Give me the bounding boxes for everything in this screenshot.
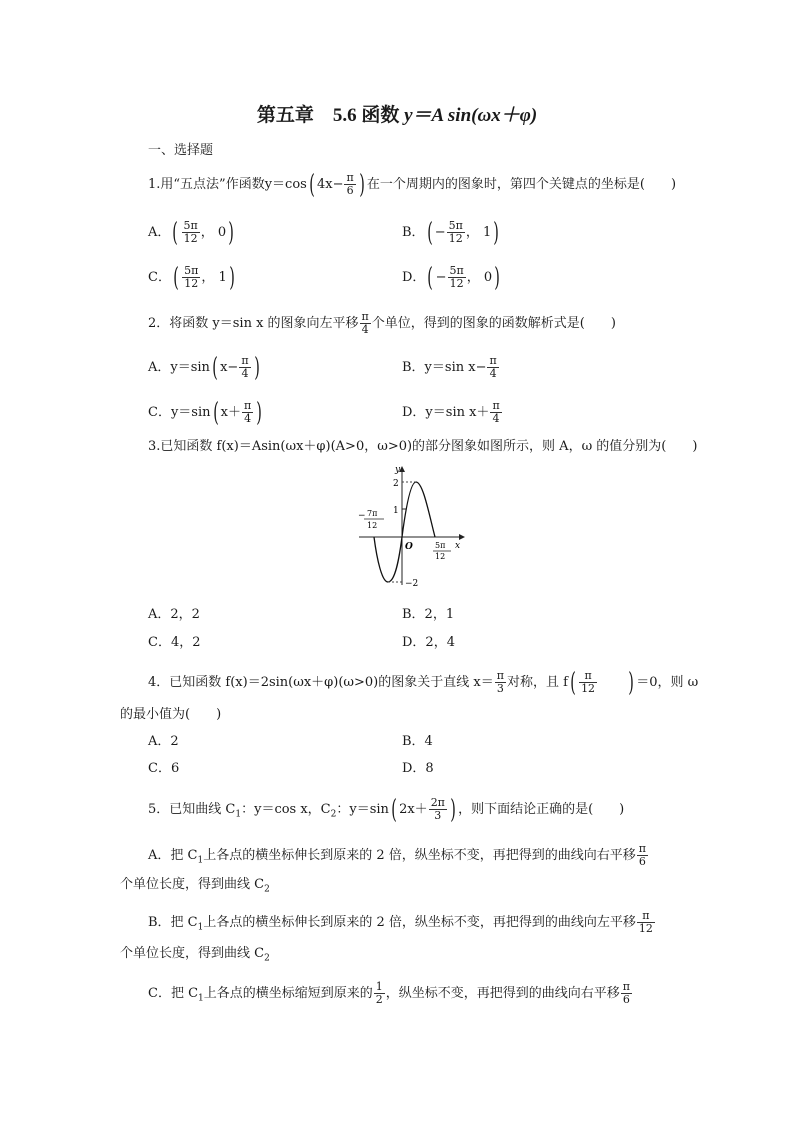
right-num: 5π xyxy=(435,541,446,550)
chapter-label: 第五章 xyxy=(256,105,314,126)
q1-option-b: B．( − $\frac{5\pi}{12}$ ， 1) xyxy=(402,217,500,248)
q2-option-c: C．y＝sin( x＋ $\frac{\pi}{4}$ ) xyxy=(148,397,263,428)
q5-option-a-line2: 个单位长度，得到曲线 $C_2$ xyxy=(120,877,270,895)
q4-option-b: B．4 xyxy=(402,734,433,749)
q4-option-c: C．6 xyxy=(148,761,180,776)
paren: ) xyxy=(359,169,365,200)
title-formula: y＝A sin(ωx＋φ) xyxy=(404,105,538,126)
sine-curve xyxy=(374,482,435,582)
section-header: 一、选择题 xyxy=(148,143,214,158)
q5-option-b: B．把 $C_1$上各点的横坐标伸长到原来的 2 倍，纵坐标不变，再把得到的曲线向左平移 $\frac{\pi}{12}$ xyxy=(148,909,653,935)
section-label: 5.6 函数 xyxy=(332,105,405,126)
q1-frac: $\frac{\pi}{6}$ xyxy=(346,171,354,197)
question-3: 3.已知函数 f(x)＝Asin(ωx＋φ)(A>0，ω>0)的部分图象如图所示，则 A，ω 的值分别为( ) xyxy=(148,439,698,454)
q3-option-d: D．2，4 xyxy=(402,635,455,650)
y-min-label: −2 xyxy=(405,579,419,589)
left-num: 7π xyxy=(367,509,378,518)
q5-option-a: A．把 $C_1$上各点的横坐标伸长到原来的 2 倍，纵坐标不变，再把得到的曲线向右平移 $\frac{\pi}{6}$ xyxy=(148,842,646,868)
q1-option-c: C．( $\frac{5\pi}{12}$ ， 1) xyxy=(148,262,235,293)
q2-option-b: B．y＝sin x− $\frac{\pi}{4}$ xyxy=(402,354,497,380)
q4-option-a: A．2 xyxy=(148,734,179,749)
left-den: 12 xyxy=(367,521,378,530)
page-title xyxy=(0,100,794,127)
question-4: 4．已知函数 f(x)＝2sin(ωx＋φ)(ω>0)的图象关于直线 x＝ $\frac{\pi}{3}$ 对称，且 f( $\frac{\pi}{12}$ ) ＝0，则 ω xyxy=(148,667,699,698)
q5-option-b-line2: 个单位长度，得到曲线 $C_2$ xyxy=(120,946,270,964)
q2-option-d: D．y＝sin x＋ $\frac{\pi}{4}$ xyxy=(402,399,500,425)
paren: ( xyxy=(309,169,315,200)
left-minus: − xyxy=(358,511,366,521)
q5-option-c: C．把 $C_1$上各点的横坐标缩短到原来的 $\frac{1}{2}$ ，纵坐标不变，再把得到的曲线向右平移 $\frac{\pi}{6}$ xyxy=(148,980,631,1006)
x-axis-label: x xyxy=(455,541,461,551)
sine-graph xyxy=(355,460,470,590)
q1-option-d: D．( − $\frac{5\pi}{12}$ ， 0) xyxy=(402,262,501,293)
q2-option-a: A．y＝sin( x− $\frac{\pi}{4}$ ) xyxy=(148,352,260,383)
q4-option-d: D．8 xyxy=(402,761,434,776)
q3-option-c: C．4，2 xyxy=(148,635,201,650)
question-5: 5．已知曲线 $C_1$：y＝cos x，$C_2$：y＝sin( 2x＋ $\frac{2\pi}{3}$ ) ，则下面结论正确的是( ) xyxy=(148,794,625,825)
y-max-label: 2 xyxy=(393,479,399,489)
origin-label: O xyxy=(405,542,413,552)
question-2: 2．将函数 y＝sin x 的图象向左平移 $\frac{\pi}{4}$ 个单位，得到的图象的函数解析式是( ) xyxy=(148,310,616,336)
q1-option-a: A．( $\frac{5\pi}{12}$ ， 0) xyxy=(148,217,235,248)
q1-inner: 4x− xyxy=(316,177,344,192)
x-arrow xyxy=(459,534,465,540)
q3-option-a: A．2，2 xyxy=(148,607,200,622)
right-den: 12 xyxy=(435,552,446,561)
q1-tail: 在一个周期内的图象时，第四个关键点的坐标是( ) xyxy=(366,177,677,192)
y-axis-label: y xyxy=(395,465,401,475)
q3-option-b: B．2，1 xyxy=(402,607,455,622)
question-1 xyxy=(148,169,677,200)
q1-text: 1.用“五点法”作函数y＝cos xyxy=(148,177,307,192)
y-one-label: 1 xyxy=(393,506,399,516)
q4-line2: 的最小值为( ) xyxy=(120,707,222,722)
